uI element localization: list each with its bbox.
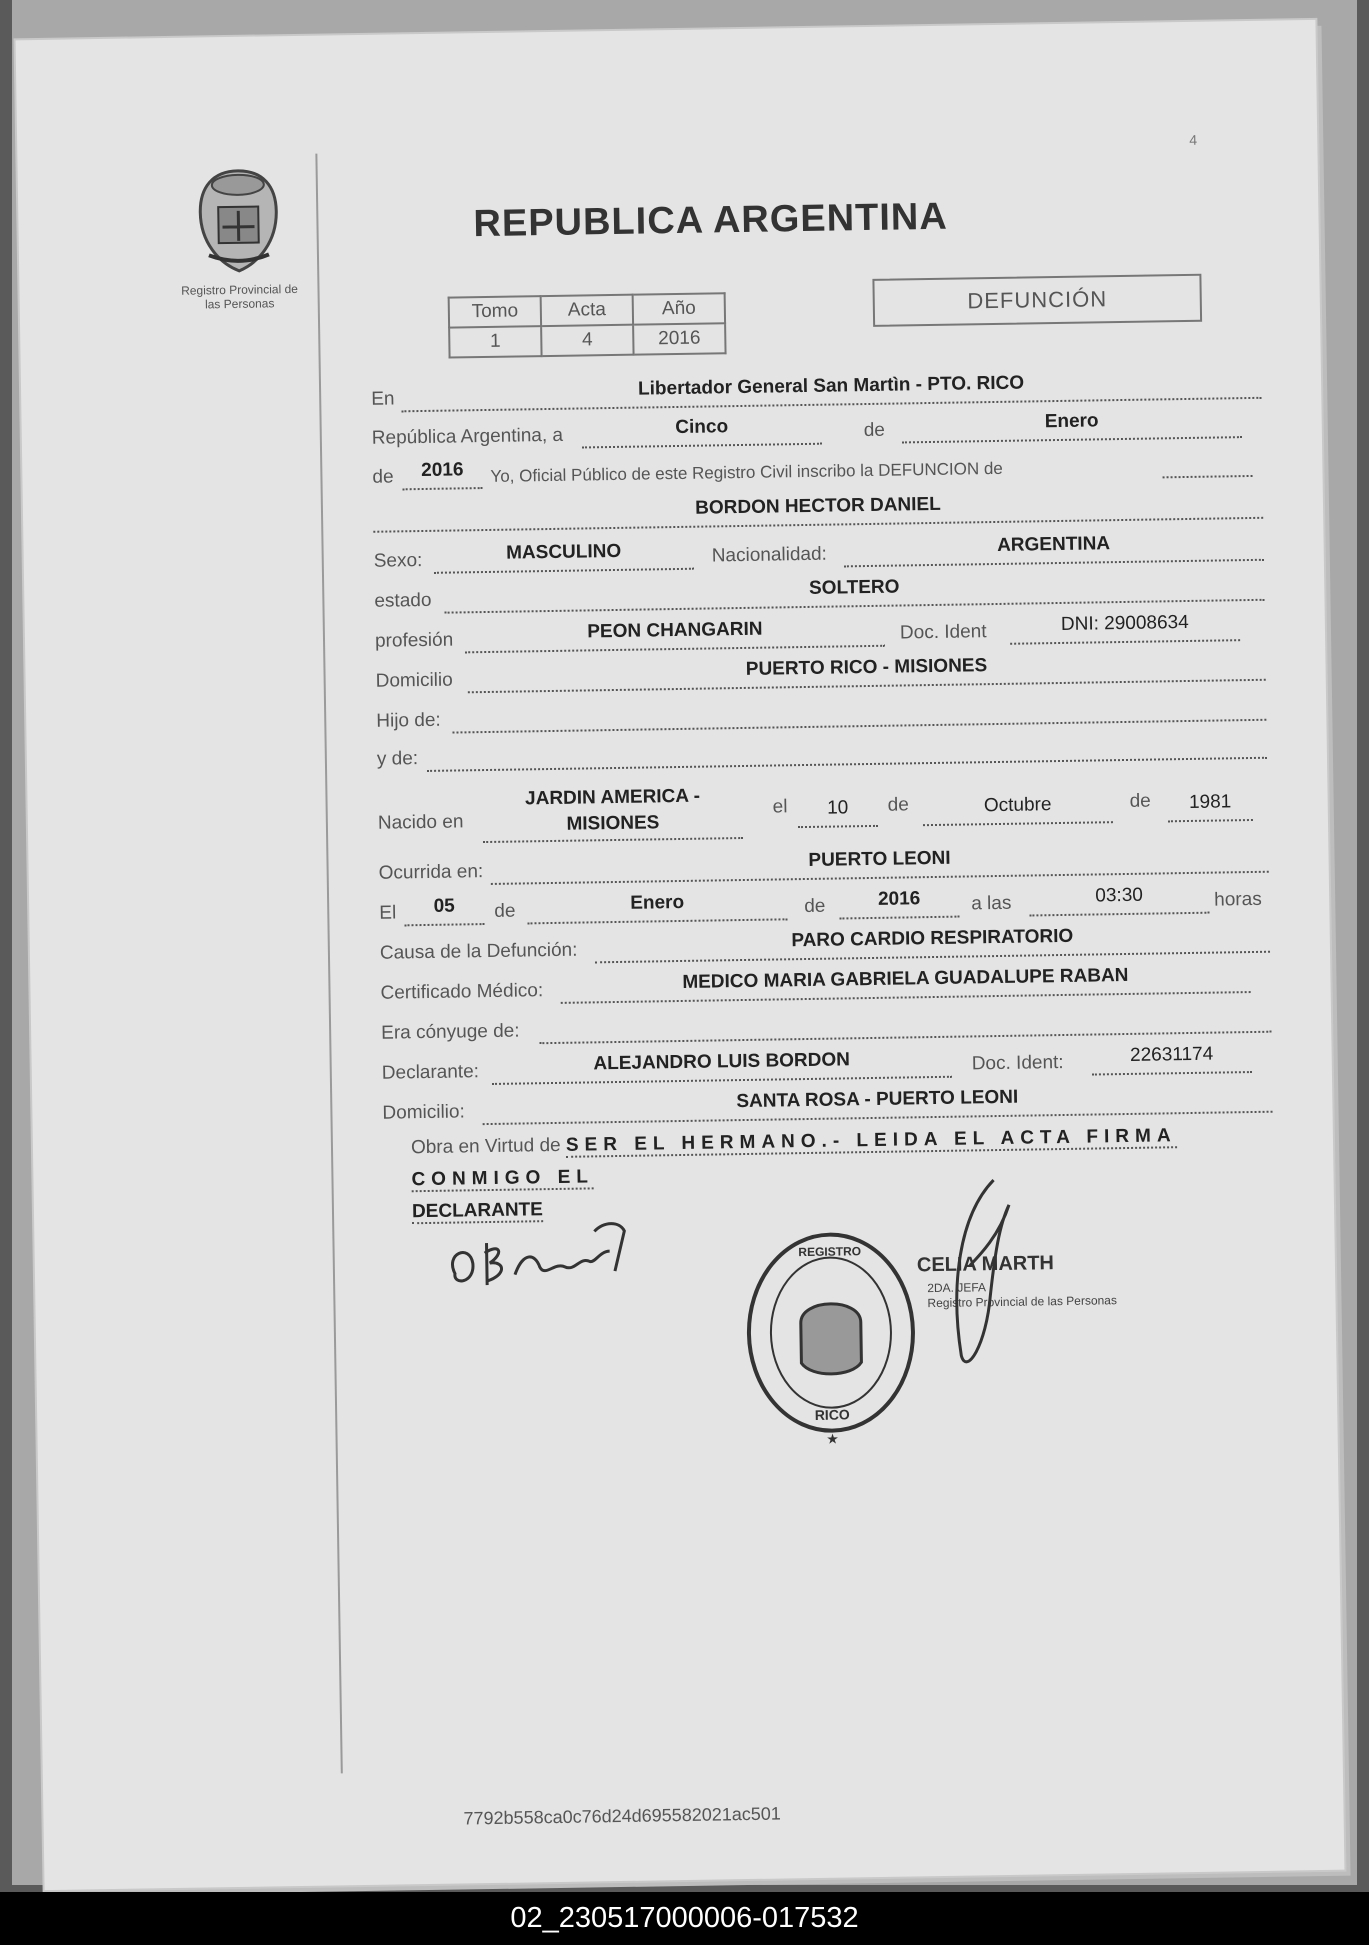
label-ocurrida-en: Ocurrida en: [378, 861, 484, 884]
value-acta: 4 [541, 325, 633, 356]
document-hash: 7792b558ca0c76d24d695582021ac501 [463, 1803, 781, 1829]
field-nac-dia [798, 795, 878, 828]
row-nombre [373, 487, 1263, 535]
value-profesion: PEON CHANGARIN [587, 618, 763, 643]
value-declarante: ALEJANDRO LUIS BORDON [593, 1049, 851, 1075]
field-hijo-de [452, 689, 1266, 734]
value-domicilio-declarante: SANTA ROSA - PUERTO LEONI [736, 1086, 1019, 1113]
value-declarante-doc: 22631174 [1129, 1043, 1214, 1066]
field-certificado [560, 961, 1250, 1004]
label-profesion: profesión [374, 629, 454, 652]
row-causa [380, 921, 1270, 969]
row-profesion [375, 609, 1265, 657]
page-title: REPUBLICA ARGENTINA [473, 195, 949, 246]
value-anio: 2016 [633, 323, 725, 354]
header-tomo: Tomo [449, 296, 541, 327]
value-hijo-de [452, 713, 1266, 726]
row-declarante [382, 1041, 1272, 1089]
header-acta: Acta [541, 295, 633, 326]
value-nacido-en-2: MISIONES [566, 812, 660, 835]
crest-icon [188, 166, 290, 278]
value-anio: 2016 [421, 459, 464, 482]
field-nombre [373, 487, 1263, 533]
field-ocurrida-en [490, 841, 1268, 885]
official-name: CELIA MARTH [916, 1252, 1055, 1277]
value-sexo: MASCULINO [505, 540, 622, 564]
label-de-1: de [863, 419, 886, 442]
field-declarante [492, 1046, 952, 1085]
row-fecha-defuncion [379, 881, 1269, 929]
value-domicilio: PUERTO RICO - MISIONES [745, 655, 988, 680]
value-dia: Cinco [675, 416, 729, 439]
field-domicilio [467, 649, 1265, 694]
field-lugar [401, 367, 1261, 413]
value-certificado: MEDICO MARIA GABRIELA GUADALUPE RABAN [682, 964, 1129, 993]
label-republica: República Argentina, a [371, 424, 564, 449]
svg-text:★: ★ [826, 1430, 840, 1447]
label-declarante: Declarante: [381, 1061, 480, 1084]
crest-caption-2: las Personas [204, 296, 275, 312]
field-conyuge [539, 1001, 1271, 1044]
row-sexo [373, 529, 1263, 577]
row-conyuge [381, 1001, 1271, 1049]
label-y-de: y de: [376, 748, 419, 770]
field-profesion [465, 615, 885, 654]
field-def-anio [839, 886, 959, 920]
official-stamp [739, 1226, 922, 1449]
crest-caption-1: Registro Provincial de [181, 281, 298, 298]
label-nacionalidad: Nacionalidad: [711, 543, 828, 567]
value-estado: SOLTERO [808, 576, 900, 599]
field-def-mes [527, 888, 787, 924]
value-nombre: BORDON HECTOR DANIEL [695, 493, 941, 519]
label-causa: Causa de la Defunción: [379, 939, 578, 964]
label-sexo: Sexo: [373, 549, 423, 572]
label-horas: horas [1214, 888, 1262, 911]
label-certificado: Certificado Médico: [380, 980, 544, 1004]
declarant-signature [444, 1211, 645, 1304]
value-nacionalidad: ARGENTINA [996, 533, 1111, 556]
field-nacido-en [482, 779, 743, 843]
death-certificate-page [16, 20, 1345, 1890]
row-domicilio [375, 649, 1265, 697]
value-nac-mes: Octubre [983, 794, 1052, 817]
svg-text:RICO: RICO [814, 1406, 850, 1423]
field-dni [1010, 609, 1240, 645]
svg-text:REGISTRO: REGISTRO [798, 1244, 862, 1260]
province-crest [168, 166, 310, 312]
row-estado [374, 569, 1264, 617]
value-nac-anio: 1981 [1188, 791, 1232, 813]
label-nacido-en: Nacido en [377, 811, 464, 834]
label-conyuge: Era cónyuge de: [381, 1020, 520, 1044]
value-def-hora: 03:30 [1095, 884, 1144, 907]
value-conyuge [539, 1025, 1271, 1036]
label-el-cap: El [379, 902, 397, 924]
label-el: el [772, 796, 788, 818]
field-declarante-doc [1091, 1041, 1251, 1076]
field-estado [444, 569, 1264, 614]
label-de-6: de [804, 895, 826, 918]
field-mes [901, 406, 1241, 443]
value-obra-2: DECLARANTE [411, 1199, 544, 1223]
footer-id: 02_230517000006-017532 [0, 1892, 1369, 1945]
record-type-box: DEFUNCIÓN [872, 274, 1202, 327]
margin-line [315, 154, 342, 1774]
row-nacido [377, 773, 1268, 847]
value-mes: Enero [1044, 410, 1099, 433]
field-anio [402, 457, 482, 490]
page-number: 4 [1189, 131, 1198, 148]
value-lugar: Libertador General San Martìn - PTO. RICO [637, 372, 1025, 400]
field-def-hora [1029, 882, 1209, 917]
field-nac-anio [1167, 789, 1252, 822]
field-nacionalidad [843, 529, 1263, 568]
label-de-5: de [494, 900, 516, 922]
row-certificado [380, 961, 1270, 1009]
label-obra: Obra en Virtud de [410, 1134, 561, 1159]
value-causa: PARO CARDIO RESPIRATORIO [791, 925, 1074, 952]
label-a-las: a las [971, 892, 1012, 915]
label-doc-ident-2: Doc. Ident: [971, 1051, 1064, 1075]
row-ocurrida [378, 841, 1268, 889]
official-title: 2DA. JEFA [927, 1280, 987, 1296]
value-y-de [427, 751, 1267, 764]
value-dni: DNI: 29008634 [1060, 611, 1189, 635]
value-tomo: 1 [449, 326, 541, 357]
row-anio [372, 445, 1262, 493]
label-de-3: de [887, 794, 909, 816]
official-signature [939, 1175, 1022, 1376]
field-def-dia [404, 893, 484, 926]
field-domicilio-declarante [482, 1081, 1272, 1125]
label-domicilio-2: Domicilio: [382, 1101, 465, 1124]
label-estado: estado [374, 589, 432, 612]
registry-table [448, 292, 727, 358]
value-def-dia: 05 [433, 895, 455, 917]
field-nac-mes [923, 791, 1113, 826]
field-blank [1162, 445, 1252, 478]
field-sexo [433, 538, 693, 574]
label-hijo-de: Hijo de: [376, 709, 441, 732]
label-doc-ident: Doc. Ident [899, 621, 987, 644]
label-de-2: de [372, 466, 394, 488]
label-en: En [371, 388, 395, 410]
label-domicilio: Domicilio [375, 669, 453, 692]
header-anio: Año [633, 293, 725, 324]
field-dia [582, 413, 822, 449]
value-obra-1: SER EL HERMANO.- LEIDA EL ACTA FIRMA CONMIGO EL [411, 1125, 1177, 1191]
value-ocurrida-en: PUERTO LEONI [808, 847, 951, 871]
label-de-4: de [1129, 790, 1151, 812]
official-office: Registro Provincial de las Personas [927, 1293, 1118, 1311]
field-causa [595, 921, 1270, 964]
value-def-anio: 2016 [877, 888, 921, 910]
value-nacido-en-1: JARDIN AMERICA - [524, 785, 701, 810]
value-def-mes: Enero [630, 891, 685, 914]
label-yo: Yo, Oficial Público de este Registro Civil inscribo la DEFUNCION de [490, 458, 1003, 486]
value-nac-dia: 10 [826, 797, 849, 819]
